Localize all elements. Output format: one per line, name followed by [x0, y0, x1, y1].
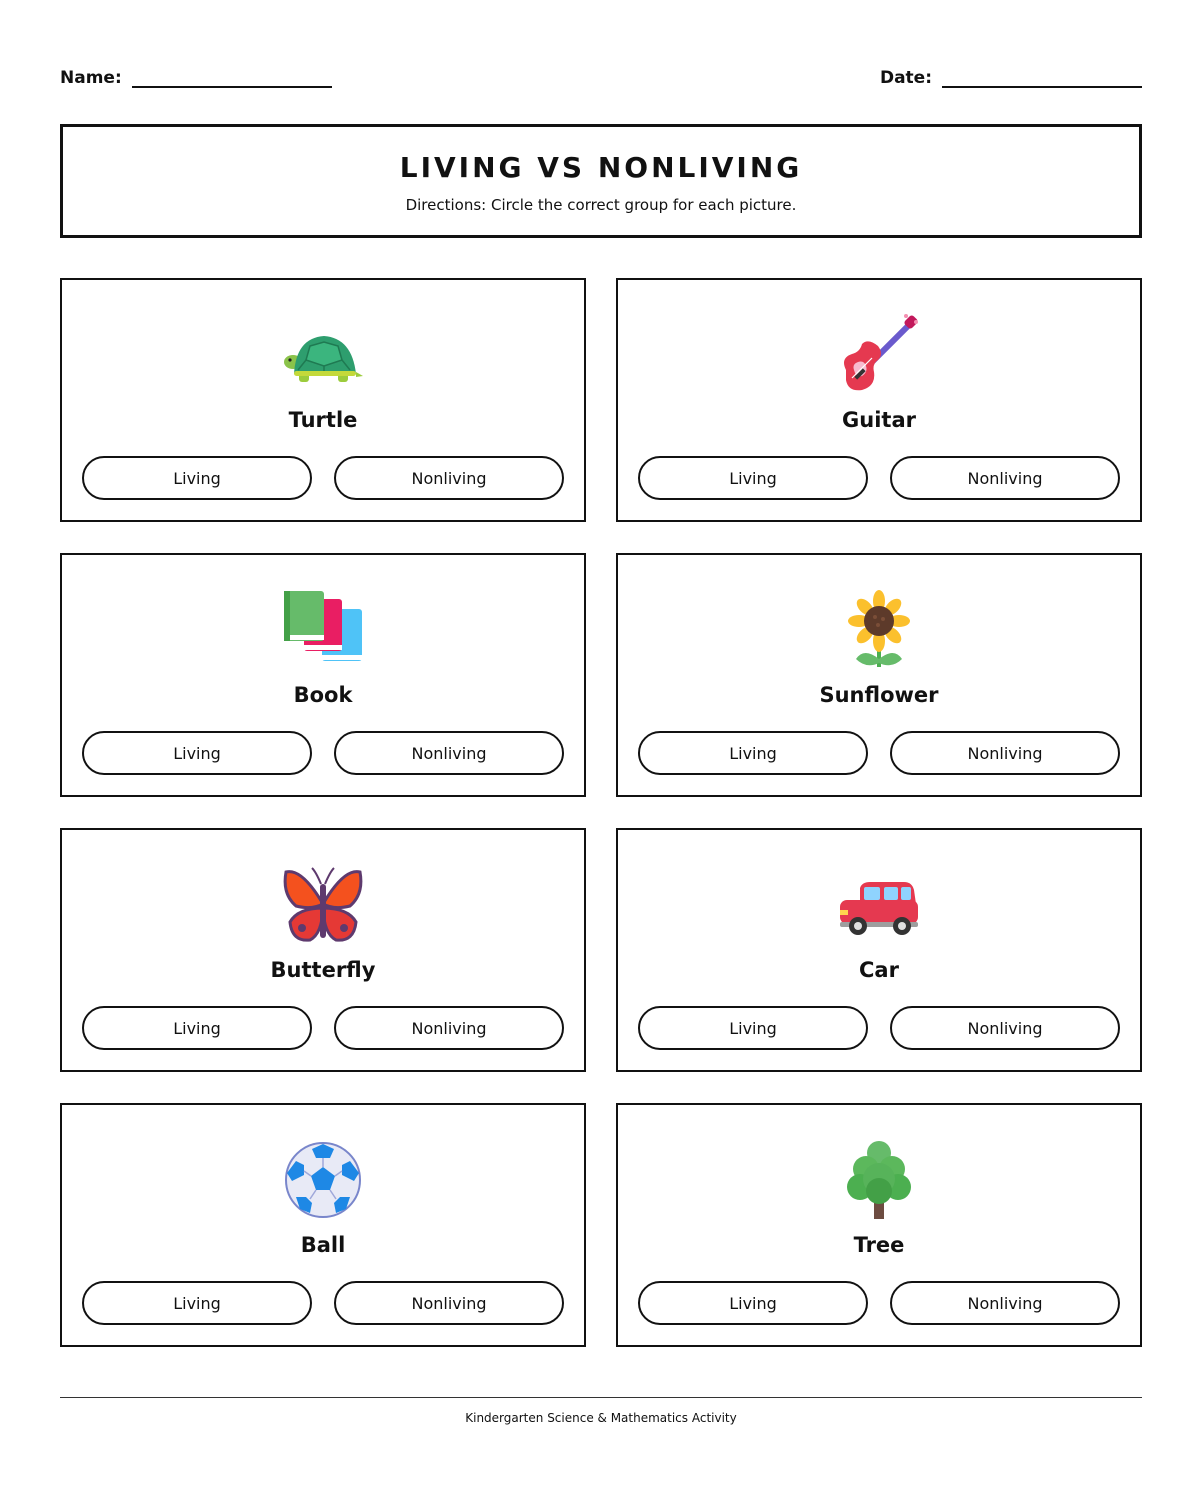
choice-row — [638, 1006, 1120, 1050]
nonliving-option[interactable]: Nonliving — [334, 456, 564, 500]
name-blank[interactable] — [132, 64, 332, 88]
item-name: Guitar — [842, 408, 916, 432]
card-tree — [616, 1103, 1142, 1347]
choice-row — [82, 1281, 564, 1325]
living-option[interactable]: Living — [638, 731, 868, 775]
choice-row — [638, 731, 1120, 775]
footer-divider — [60, 1397, 1142, 1398]
title-box — [60, 124, 1142, 238]
item-name: Tree — [853, 1233, 905, 1257]
living-option[interactable]: Living — [82, 1281, 312, 1325]
choice-row — [82, 456, 564, 500]
nonliving-option[interactable]: Nonliving — [334, 731, 564, 775]
nonliving-option[interactable]: Nonliving — [890, 731, 1120, 775]
living-option[interactable]: Living — [82, 731, 312, 775]
directions: Directions: Circle the correct group for each picture. — [405, 196, 797, 214]
soccer-ball-icon — [282, 1139, 364, 1221]
nonliving-option[interactable]: Nonliving — [890, 1006, 1120, 1050]
living-option[interactable]: Living — [82, 456, 312, 500]
turtle-icon — [282, 314, 364, 396]
card-ball — [60, 1103, 586, 1347]
tree-icon — [838, 1139, 920, 1221]
living-option[interactable]: Living — [638, 1281, 868, 1325]
card-butterfly — [60, 828, 586, 1072]
card-car — [616, 828, 1142, 1072]
butterfly-icon — [282, 864, 364, 946]
sunflower-icon — [838, 589, 920, 671]
living-option[interactable]: Living — [638, 456, 868, 500]
name-field — [60, 64, 332, 88]
books-icon — [282, 589, 364, 671]
worksheet-title: LIVING VS NONLIVING — [399, 151, 803, 184]
item-name: Sunflower — [819, 683, 939, 707]
card-sunflower — [616, 553, 1142, 797]
footer-text: Kindergarten Science & Mathematics Activity — [465, 1411, 737, 1425]
item-name: Butterfly — [270, 958, 376, 982]
choice-row — [82, 1006, 564, 1050]
living-option[interactable]: Living — [82, 1006, 312, 1050]
date-label: Date: — [879, 68, 932, 88]
item-name: Ball — [300, 1233, 346, 1257]
nonliving-option[interactable]: Nonliving — [334, 1281, 564, 1325]
choice-row — [82, 731, 564, 775]
nonliving-option[interactable]: Nonliving — [334, 1006, 564, 1050]
item-name: Turtle — [288, 408, 358, 432]
card-guitar — [616, 278, 1142, 522]
name-label: Name: — [60, 68, 122, 88]
date-field — [880, 64, 1142, 88]
choice-row — [638, 456, 1120, 500]
choice-row — [638, 1281, 1120, 1325]
item-name: Car — [859, 958, 899, 982]
nonliving-option[interactable]: Nonliving — [890, 1281, 1120, 1325]
card-turtle — [60, 278, 586, 522]
nonliving-option[interactable]: Nonliving — [890, 456, 1120, 500]
card-grid — [60, 278, 1142, 1347]
card-book — [60, 553, 586, 797]
car-icon — [838, 864, 920, 946]
header-row — [60, 58, 1142, 88]
living-option[interactable]: Living — [638, 1006, 868, 1050]
item-name: Book — [293, 683, 353, 707]
guitar-icon — [838, 314, 920, 396]
date-blank[interactable] — [942, 64, 1142, 88]
